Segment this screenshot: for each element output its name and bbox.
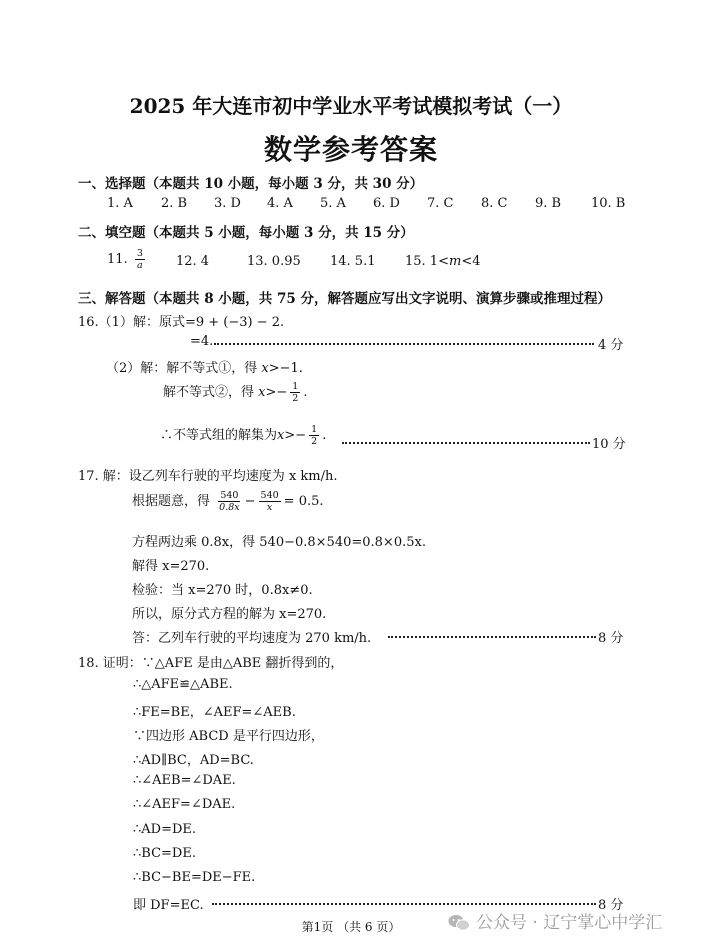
section1-heading: 一、选择题（本题共 10 小题，每小题 3 分，共 30 分） (78, 176, 424, 192)
q16-line5 (160, 424, 326, 447)
exam-title: 2025 年大连市初中学业水平考试模拟考试（一） (129, 94, 573, 118)
q18-line6: ∴∠AEB=∠DAE. (133, 773, 236, 788)
q17-line4: 解得 x=270. (132, 559, 210, 574)
q17-line6: 所以，原分式方程的解为 x=270. (132, 607, 327, 622)
q16-line3 (106, 357, 303, 376)
q16-score-1: 4 分 (598, 338, 624, 353)
q16-l5-text: ∴不等式组的解集为 (160, 428, 278, 443)
q16-l4-end: . (303, 385, 308, 400)
q16-l4-rel: >− (265, 385, 288, 400)
q18-line8: ∴AD=DE. (133, 822, 197, 837)
q16-l5-var: x (277, 428, 285, 443)
q16-l4-fraction (290, 381, 300, 404)
fraction-denominator: x (266, 502, 273, 513)
q16-l5-end: . (322, 428, 327, 443)
q17-line7: 答：乙列车行驶的平均速度为 270 km/h. (132, 631, 372, 646)
q17-line5: 检验：当 x=270 时，0.8x≠0. (132, 583, 313, 598)
fraction-denominator: a (137, 260, 143, 271)
q18-line3: ∴FE=BE，∠AEF=∠AEB. (133, 705, 296, 720)
answer-1: 1. A (107, 196, 133, 211)
q16-l3-rest: >−1. (268, 361, 303, 376)
q16-l3-var: x (261, 361, 269, 376)
q18-line2: ∴△AFE≌△ABE. (133, 677, 233, 692)
q18-line9: ∴BC=DE. (133, 846, 196, 861)
section2-heading: 二、填空题（本题共 5 小题，每小题 3 分，共 15 分） (78, 225, 414, 241)
answer-9: 9. B (535, 196, 562, 211)
fraction-denominator: 2 (311, 436, 318, 447)
q18-line1: 18. 证明：∵△AFE 是由△ABE 翻折得到的， (78, 656, 344, 671)
answer-13: 13. 0.95 (247, 254, 301, 269)
q17-line3: 方程两边乘 0.8x，得 540−0.8×540=0.8×0.5x. (132, 535, 426, 550)
answer-15-variable: m (448, 254, 462, 269)
fraction-denominator: 2 (292, 393, 299, 404)
watermark (448, 908, 662, 933)
answer-15-suffix: <4 (461, 254, 481, 269)
q18-line5: ∴AD∥BC，AD=BC. (133, 753, 254, 768)
q17-line2 (132, 490, 324, 513)
answer-11 (107, 248, 148, 271)
answer-15 (405, 254, 480, 269)
q18-score: 8 分 (598, 898, 624, 913)
q18-line10: ∴BC−BE=DE−FE. (133, 870, 256, 885)
answer-10: 10. B (591, 196, 626, 211)
q17-dots (388, 636, 596, 638)
answer-3: 3. D (214, 196, 241, 211)
answer-key-title: 数学参考答案 (263, 133, 438, 166)
page-footer: 第1页 （共 6 页） (301, 920, 401, 934)
fraction-numerator: 1 (311, 424, 318, 435)
q16-l4-var: x (258, 385, 266, 400)
watermark-text: 公众号 · 辽宁掌心中学汇 (476, 913, 663, 933)
answer-5: 5. A (320, 196, 346, 211)
q17-score: 8 分 (598, 631, 624, 646)
q17-fraction-1 (217, 490, 241, 513)
answer-2: 2. B (161, 196, 188, 211)
fraction-numerator: 3 (136, 248, 143, 259)
answer-12: 12. 4 (176, 254, 210, 269)
answer-4: 4. A (267, 196, 293, 211)
q17-minus: − (244, 494, 256, 509)
fraction-numerator: 1 (292, 381, 299, 392)
q16-l5-fraction (309, 424, 319, 447)
q16-l3-text: （2）解：解不等式①，得 (106, 361, 262, 376)
fraction-numerator: 540 (260, 490, 279, 501)
q17-l2-rest: = 0.5. (283, 494, 324, 509)
q16-line1: 16.（1）解：原式=9 + (−3) − 2. (78, 315, 285, 330)
q16-l5-rel: >− (284, 428, 307, 443)
answer-6: 6. D (373, 196, 400, 211)
answer-11-label: 11. (107, 252, 128, 267)
fraction-numerator: 540 (220, 490, 239, 501)
q16-dots-2 (342, 442, 590, 444)
q16-line4 (163, 381, 307, 404)
q18-line7: ∴∠AEF=∠DAE. (133, 797, 236, 812)
wechat-icon (448, 914, 470, 932)
answer-11-fraction (135, 248, 145, 271)
answer-8: 8. C (481, 196, 508, 211)
q17-fraction-2 (259, 490, 281, 513)
q16-score-2: 10 分 (592, 437, 626, 452)
q16-l4-text: 解不等式②，得 (163, 385, 259, 400)
q17-l2-text: 根据题意，得 (132, 494, 211, 509)
q18-line4: ∵四边形 ABCD 是平行四边形， (133, 729, 324, 744)
answer-15-prefix: 15. 1< (405, 254, 449, 269)
answer-14: 14. 5.1 (330, 254, 376, 269)
q18-dots (212, 903, 596, 905)
q16-dots-1 (214, 343, 594, 345)
answer-7: 7. C (427, 196, 454, 211)
q16-line2: =4. (190, 334, 214, 349)
fraction-denominator: 0.8x (219, 502, 240, 513)
section3-heading: 三、解答题（本题共 8 小题，共 75 分，解答题应写出文字说明、演算步骤或推理过程） (78, 291, 611, 307)
q18-line11: 即 DF=EC. (133, 898, 204, 913)
q17-line1: 17. 解：设乙列车行驶的平均速度为 x km/h. (78, 469, 338, 484)
